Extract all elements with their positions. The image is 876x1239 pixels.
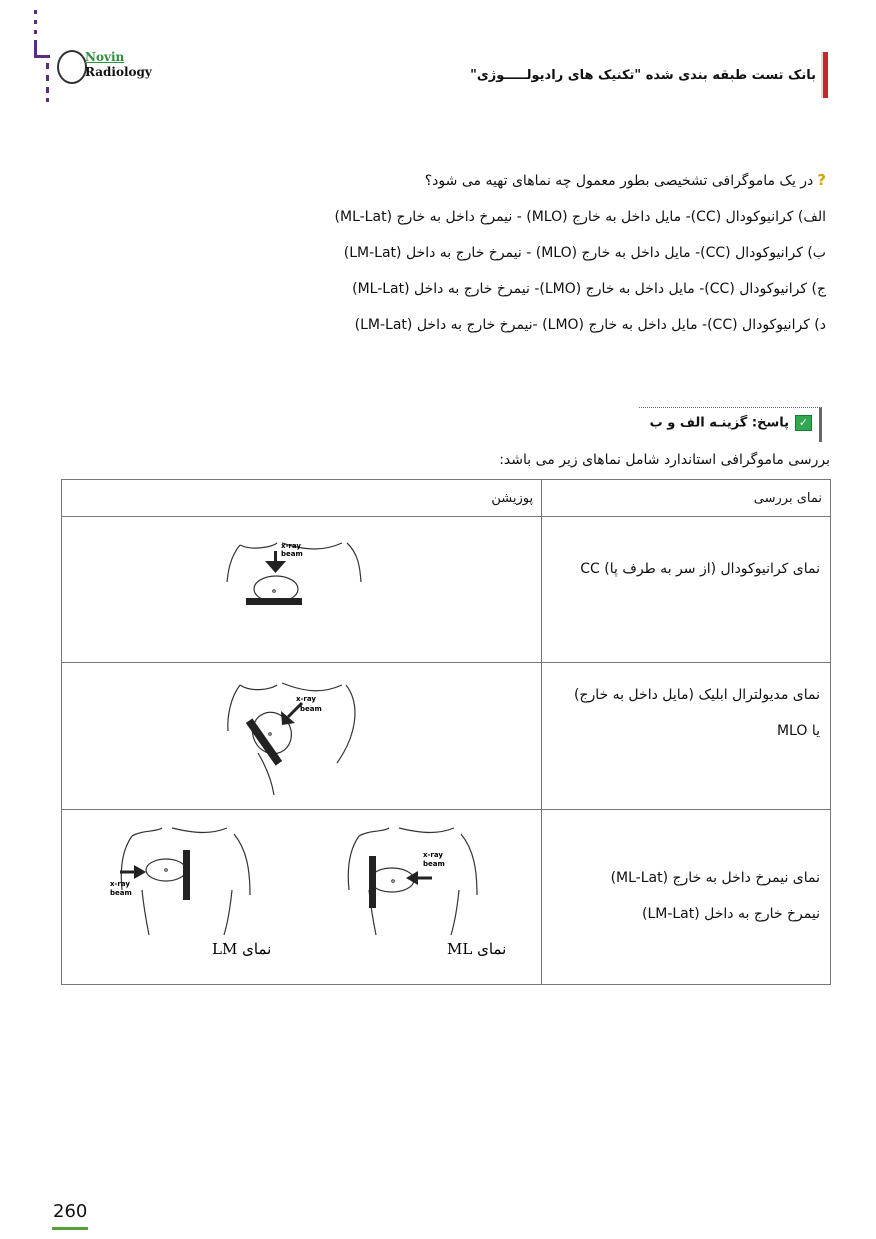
- option-a: الف) کرانیوکودال (CC)- مایل داخل به خارج (MLO) - نیمرخ داخل به خارج (ML-Lat): [334, 209, 826, 225]
- cc-view-figure: [62, 517, 534, 658]
- beam-label: beam: [281, 550, 303, 558]
- page-number: 260: [53, 1201, 88, 1222]
- beam-label: x-ray: [110, 880, 130, 888]
- question-mark-icon: ?: [817, 171, 826, 189]
- beam-label: x-ray: [296, 695, 316, 703]
- answer-text: پاسخ: گزینـه الف و ب: [649, 415, 789, 431]
- mlo-figure-cell: [62, 663, 542, 810]
- page-number-underline: [52, 1227, 88, 1230]
- lm-caption: نمای LM: [212, 940, 272, 958]
- novin-radiology-logo: [55, 48, 165, 88]
- question-text: در یک ماموگرافی تشخیصی بطور معمول چه نماهای تهیه می شود؟: [424, 173, 814, 189]
- beam-label: x-ray: [281, 542, 301, 550]
- table-row: [62, 663, 831, 810]
- logo-emblem-icon: [57, 50, 87, 84]
- question-line: [206, 162, 826, 199]
- ml-lat-description: نمای نیمرخ داخل به خارج (ML-Lat): [610, 870, 820, 886]
- beam-label: beam: [423, 860, 445, 868]
- answer-label: [650, 415, 812, 431]
- lateral-views-figure: [62, 810, 534, 980]
- table-header-row: [62, 480, 831, 517]
- mlo-description-line2: یا MLO: [776, 723, 820, 739]
- question-block: [206, 162, 826, 343]
- lateral-figure-cell: [62, 810, 542, 985]
- cc-description: نمای کرانیوکودال (از سر به طرف پا) CC: [580, 561, 820, 577]
- beam-label: beam: [110, 889, 132, 897]
- checkmark-icon: ✓: [795, 415, 812, 431]
- option-d: د) کرانیوکودال (CC)- مایل داخل به خارج (LMO) -نیمرخ خارج به داخل (LM-Lat): [354, 317, 826, 333]
- answer-intro: بررسی ماموگرافی استاندارد شامل نماهای زیر می باشد:: [499, 452, 830, 468]
- lm-lat-description: نیمرخ خارج به داخل (LM-Lat): [641, 906, 820, 922]
- header-accent-bar: [823, 52, 828, 98]
- table-row: [62, 810, 831, 985]
- option-c: ج) کرانیوکودال (CC)- مایل داخل به خارج (LMO)- نیمرخ خارج به داخل (ML-Lat): [352, 281, 826, 297]
- header-title: بانک تست طبقه بندی شده "تکنیک های رادیولـــــوژی": [470, 68, 816, 83]
- beam-label: beam: [300, 705, 322, 713]
- header-view: نمای بررسی: [542, 480, 831, 517]
- corner-decoration: [32, 8, 52, 103]
- mlo-description-cell: [542, 663, 831, 810]
- logo-text-novin: Novin: [85, 50, 125, 64]
- views-table: [61, 479, 831, 985]
- logo-text-radiology: Radiology: [85, 65, 152, 79]
- table-row: [62, 517, 831, 663]
- mlo-view-figure: [62, 663, 534, 805]
- option-b: ب) کرانیوکودال (CC)- مایل داخل به خارج (MLO) - نیمرخ خارج به داخل (LM-Lat): [343, 245, 826, 261]
- header-position: پوزیشن: [62, 480, 542, 517]
- mlo-description-line1: نمای مدیولترال ابلیک (مایل داخل به خارج): [573, 687, 820, 703]
- cc-figure-cell: [62, 517, 542, 663]
- ml-caption: نمای ML: [447, 940, 507, 958]
- beam-label: x-ray: [423, 851, 443, 859]
- cc-description-cell: [542, 517, 831, 663]
- lateral-description-cell: [542, 810, 831, 985]
